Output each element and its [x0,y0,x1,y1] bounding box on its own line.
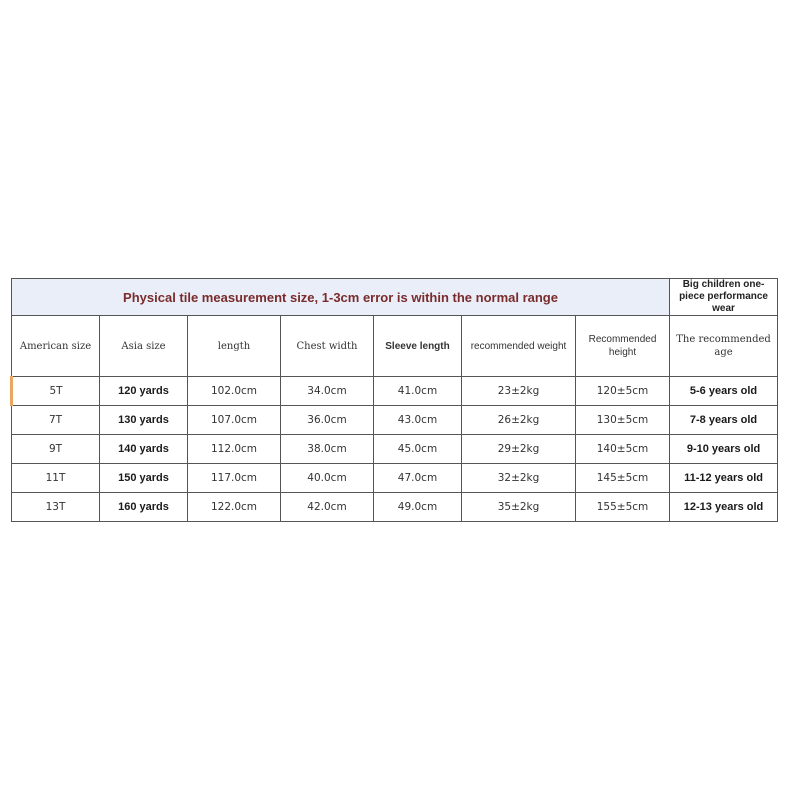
header-recommended-weight: recommended weight [462,316,576,377]
cell-recommended-weight: 35±2kg [462,493,576,522]
cell-recommended-weight: 29±2kg [462,435,576,464]
cell-recommended-height: 145±5cm [576,464,670,493]
cell-asia-size: 160 yards [100,493,188,522]
header-length: length [188,316,281,377]
cell-asia-size: 130 yards [100,406,188,435]
cell-recommended-age: 9-10 years old [670,435,778,464]
cell-sleeve-length: 49.0cm [374,493,462,522]
header-sleeve-length: Sleeve length [374,316,462,377]
cell-length: 112.0cm [188,435,281,464]
table-row [12,435,778,464]
table-row [12,493,778,522]
header-asia-size: Asia size [100,316,188,377]
cell-recommended-age: 12-13 years old [670,493,778,522]
cell-sleeve-length: 43.0cm [374,406,462,435]
cell-american-size: 9T [12,435,100,464]
cell-american-size: 11T [12,464,100,493]
cell-recommended-height: 140±5cm [576,435,670,464]
cell-asia-size: 120 yards [100,377,188,406]
cell-sleeve-length: 45.0cm [374,435,462,464]
title-row [12,279,778,316]
cell-chest-width: 34.0cm [281,377,374,406]
cell-length: 122.0cm [188,493,281,522]
cell-american-size: 7T [12,406,100,435]
table-title: Physical tile measurement size, 1-3cm error is within the normal range [12,279,670,316]
cell-recommended-height: 155±5cm [576,493,670,522]
cell-sleeve-length: 41.0cm [374,377,462,406]
cell-recommended-age: 5-6 years old [670,377,778,406]
size-chart-table [10,278,778,522]
cell-chest-width: 38.0cm [281,435,374,464]
cell-chest-width: 42.0cm [281,493,374,522]
cell-sleeve-length: 47.0cm [374,464,462,493]
cell-recommended-height: 130±5cm [576,406,670,435]
cell-chest-width: 36.0cm [281,406,374,435]
cell-asia-size: 140 yards [100,435,188,464]
table-row [12,464,778,493]
cell-recommended-weight: 26±2kg [462,406,576,435]
header-recommended-height: Recommended height [576,316,670,377]
cell-recommended-age: 7-8 years old [670,406,778,435]
cell-american-size: 13T [12,493,100,522]
cell-recommended-weight: 23±2kg [462,377,576,406]
cell-recommended-weight: 32±2kg [462,464,576,493]
header-american-size: American size [12,316,100,377]
header-recommended-age: The recommended age [670,316,778,377]
table-row [12,377,778,406]
cell-chest-width: 40.0cm [281,464,374,493]
cell-length: 107.0cm [188,406,281,435]
header-chest-width: Chest width [281,316,374,377]
cell-recommended-age: 11-12 years old [670,464,778,493]
cell-recommended-height: 120±5cm [576,377,670,406]
table-row [12,406,778,435]
table-side-title: Big children one-piece performance wear [670,279,778,316]
header-row [12,316,778,377]
cell-length: 117.0cm [188,464,281,493]
cell-length: 102.0cm [188,377,281,406]
cell-asia-size: 150 yards [100,464,188,493]
cell-american-size: 5T [12,377,100,406]
